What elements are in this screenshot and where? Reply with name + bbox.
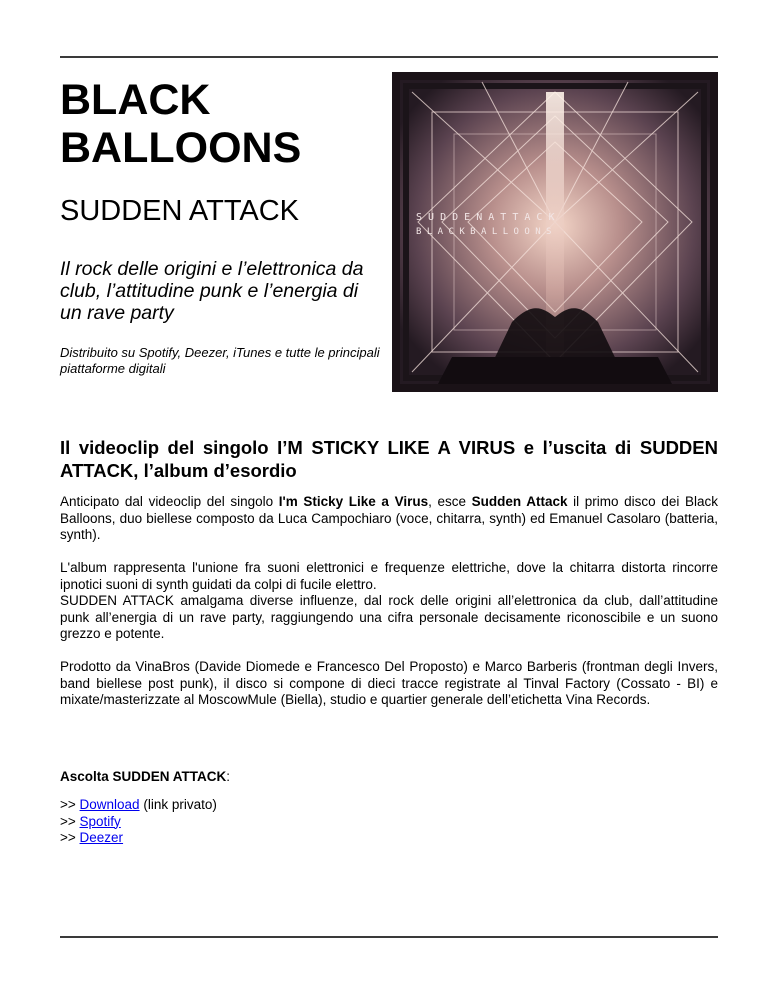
- link-prefix: >>: [60, 813, 80, 829]
- listen-heading: [60, 769, 230, 784]
- link-row-download: [60, 797, 217, 814]
- link-prefix: >>: [60, 830, 80, 845]
- album-subtitle: SUDDEN ATTACK: [60, 195, 300, 227]
- album-cover: [392, 72, 718, 392]
- link-row-deezer: [60, 830, 217, 847]
- listen-label: Ascolta SUDDEN ATTACK: [60, 769, 227, 784]
- link-row-spotify: [60, 814, 217, 831]
- download-link[interactable]: Download: [79, 797, 140, 812]
- bottom-rule: [60, 936, 718, 938]
- cover-text-line2: B L A C K B A L L O O N S: [416, 227, 552, 237]
- intro-text-before: Anticipato dal videoclip del singolo: [60, 494, 279, 509]
- album-name: Sudden Attack: [471, 494, 568, 509]
- distribution-note: Distribuito su Spotify, Deezer, iTunes e tutte le principali piattaforme digitali: [60, 345, 380, 376]
- listen-colon: :: [226, 769, 231, 784]
- cover-text-line1: S U D D E N A T T A C K: [416, 212, 555, 223]
- spotify-link[interactable]: Spotify: [79, 813, 121, 829]
- deezer-link[interactable]: Deezer: [79, 830, 124, 845]
- intro-text-middle: , esce: [428, 494, 472, 509]
- article-headline: Il videoclip del singolo I’M STICKY LIKE A VIRUS e l’uscita di SUDDEN ATTACK, l’album d’esordio: [60, 437, 718, 481]
- link-suffix: (link privato): [139, 797, 217, 812]
- listen-links: [60, 797, 217, 847]
- single-name: I'm Sticky Like a Virus: [278, 494, 429, 509]
- intro-text-after: il primo disco dei Black Balloons, duo biellese composto da Luca Campochiaro (voce, chitarra, synth) ed Emanuel Casolaro (batteria, synth).: [60, 494, 718, 542]
- artist-title: BLACK BALLOONS: [60, 76, 302, 172]
- description-line-2: SUDDEN ATTACK amalgama diverse influenze, dal rock delle origini all’elettronica da club, dall’attitudine punk all’energia di un rave party, raggiungendo una cifra personale decisamente riconoscibile e un suono grezzo e potente.: [60, 593, 718, 641]
- intro-paragraph: [60, 494, 718, 544]
- tagline: Il rock delle origini e l’elettronica da club, l’attitudine punk e l’energia di un rave party: [60, 258, 364, 324]
- top-rule: [60, 56, 718, 58]
- link-prefix: >>: [60, 797, 80, 812]
- production-paragraph: Prodotto da VinaBros (Davide Diomede e Francesco Del Proposto) e Marco Barberis (frontman degli Invers, band biellese post punk), il disco si compone di dieci tracce registrate al Tinval Factory (Cossato - BI) e mixate/masterizzate al MoscowMule (Biella), studio e quartier generale dell’etichetta Vina Records.: [60, 659, 718, 707]
- description-paragraph: [60, 560, 718, 643]
- description-line-1: L'album rappresenta l'unione fra suoni elettronici e frequenze elettriche, dove la chitarra distorta rincorre ipnotici suoni di synth guidati da colpi di fucile elettro.: [60, 560, 718, 592]
- album-cover-art: [392, 72, 718, 392]
